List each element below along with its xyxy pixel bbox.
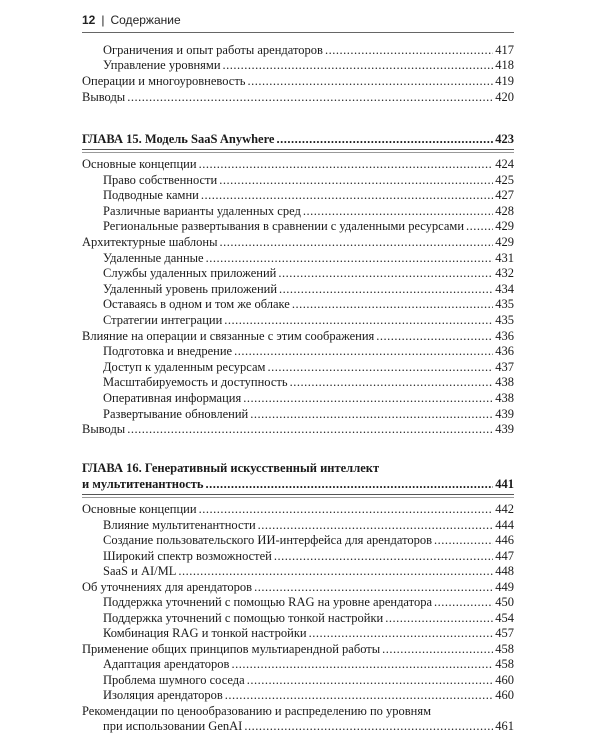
toc-entry-page: 419 xyxy=(495,74,514,88)
toc-entry[interactable] xyxy=(82,610,514,626)
toc-entry[interactable] xyxy=(82,579,514,595)
toc-entry-title: Об уточнениях для арендаторов xyxy=(82,579,253,594)
dot-leader xyxy=(466,218,493,234)
toc-entry-page: 436 xyxy=(495,344,514,359)
toc-entry-title: Удаленные данные xyxy=(103,250,204,265)
toc-entry[interactable] xyxy=(82,687,514,703)
dot-leader xyxy=(290,374,494,390)
dot-leader xyxy=(206,476,494,492)
toc-entry-title: Выводы xyxy=(82,422,126,437)
toc-entry-title: Региональные развертывания в сравнении с удаленными ресурсами xyxy=(103,219,465,234)
chapter-rule xyxy=(82,149,514,150)
toc-entry-title: Оперативная информация xyxy=(103,391,242,405)
dot-leader xyxy=(243,390,493,406)
dot-leader xyxy=(219,172,493,188)
toc-entry-title: Стратегии интеграции xyxy=(103,313,223,327)
toc-entry-title: Ограничения и опыт работы арендаторов xyxy=(103,43,323,57)
dot-leader xyxy=(201,187,493,203)
toc-entry[interactable] xyxy=(82,343,514,359)
toc-entry-title: Удаленный уровень приложений xyxy=(103,281,278,296)
toc-entry[interactable] xyxy=(82,501,514,517)
toc-entry-page: 420 xyxy=(495,90,514,104)
toc-entry[interactable] xyxy=(82,563,514,579)
toc-entry-page: 431 xyxy=(495,250,514,265)
toc-entry-page: 434 xyxy=(495,281,514,296)
dot-leader xyxy=(292,296,493,312)
toc-entry-page: 461 xyxy=(495,718,514,733)
dot-leader xyxy=(199,501,494,517)
toc-entry-title: Основные концепции xyxy=(82,157,197,171)
toc-entry-page: 457 xyxy=(495,626,514,640)
toc-entry-title: Поддержка уточнений с помощью тонкой настройки xyxy=(103,610,384,625)
dot-leader xyxy=(278,265,493,281)
dot-leader xyxy=(250,406,493,422)
dot-leader xyxy=(254,579,493,595)
toc-entry-page: 446 xyxy=(495,533,514,547)
toc-entry[interactable] xyxy=(82,374,514,390)
toc-entry-title: Проблема шумного соседа xyxy=(103,672,245,687)
toc-entry-page: 444 xyxy=(495,517,514,532)
toc-entry[interactable] xyxy=(82,296,514,312)
toc-entry-page: 447 xyxy=(495,548,514,563)
toc-entry[interactable] xyxy=(82,390,514,406)
toc-entry-title-line2: при использовании GenAI xyxy=(103,718,243,733)
dot-leader xyxy=(276,131,493,147)
toc-entry[interactable] xyxy=(82,172,514,188)
toc-entry[interactable] xyxy=(82,156,514,172)
toc-entry[interactable] xyxy=(82,517,514,533)
toc-entry[interactable] xyxy=(82,312,514,328)
toc-entry-page: 436 xyxy=(495,328,514,343)
toc-entry-page: 429 xyxy=(495,219,514,234)
toc-entry-page: 439 xyxy=(495,406,514,421)
dot-leader xyxy=(382,641,493,657)
toc-entry-page: 454 xyxy=(495,610,514,625)
running-header xyxy=(82,13,514,33)
chapter-15-heading[interactable] xyxy=(82,131,514,147)
toc-entry-title: Комбинация RAG и тонкой настройки xyxy=(103,626,307,640)
toc-entry[interactable] xyxy=(82,672,514,688)
toc-entry-title: Влияние на операции и связанные с этим соображения xyxy=(82,328,375,343)
toc-entry-title: Масштабируемость и доступность xyxy=(103,375,288,390)
toc-entry-title: SaaS и AI/ML xyxy=(103,564,177,578)
toc-entry-title: Влияние мультитенантности xyxy=(103,517,256,532)
toc-entry[interactable] xyxy=(82,203,514,219)
toc-entry-title: Операции и многоуровневость xyxy=(82,74,246,88)
toc-entry-page: 429 xyxy=(495,235,514,249)
toc-entry-page: 425 xyxy=(495,172,514,187)
dot-leader xyxy=(247,672,494,688)
header-title: Содержание xyxy=(110,13,181,27)
toc-entry-title: Управление уровнями xyxy=(103,58,221,72)
toc-entry[interactable] xyxy=(82,234,514,250)
toc-entry-page: 439 xyxy=(495,422,514,437)
dot-leader xyxy=(303,203,493,219)
dot-leader xyxy=(279,281,493,297)
toc-entry[interactable] xyxy=(82,406,514,422)
toc-entry[interactable] xyxy=(82,73,514,89)
toc-entry-title: Архитектурные шаблоны xyxy=(82,235,218,249)
toc-entry-page: 449 xyxy=(495,579,514,594)
toc-entry-title: Право собственности xyxy=(103,172,218,187)
chapter-title-line2: и мультитенантность xyxy=(82,477,204,491)
dot-leader xyxy=(258,517,494,533)
dot-leader xyxy=(267,359,493,375)
dot-leader xyxy=(248,73,494,89)
chapter-title-line1[interactable]: ГЛАВА 16. Генеративный искусственный интеллект xyxy=(82,461,380,475)
toc-entry[interactable] xyxy=(82,421,514,437)
toc-entry-title: Создание пользовательского ИИ-интерфейса для арендаторов xyxy=(103,533,433,547)
toc-entry[interactable] xyxy=(82,281,514,297)
toc-entry-title: Различные варианты удаленных сред xyxy=(103,203,301,218)
toc-entry[interactable] xyxy=(82,218,514,234)
dot-leader xyxy=(223,57,494,73)
toc-entry-page: 435 xyxy=(495,297,514,312)
dot-leader xyxy=(206,250,494,266)
toc-entry[interactable] xyxy=(82,718,514,734)
toc-entry-title: Изоляция арендаторов xyxy=(103,688,223,702)
toc-entry-title: Доступ к удаленным ресурсам xyxy=(103,359,266,374)
toc-entry-title: Выводы xyxy=(82,90,126,104)
dot-leader xyxy=(274,548,493,564)
toc-entry-title: Широкий спектр возможностей xyxy=(103,548,272,563)
chapter-rule xyxy=(82,497,514,498)
chapter-page: 423 xyxy=(495,132,514,146)
toc-entry-page: 460 xyxy=(495,688,514,702)
dot-leader xyxy=(325,42,493,58)
toc-entry[interactable] xyxy=(82,548,514,564)
toc-entry-page: 448 xyxy=(495,564,514,578)
dot-leader xyxy=(231,656,493,672)
toc-entry[interactable] xyxy=(82,656,514,672)
toc-entry-page: 438 xyxy=(495,391,514,405)
dot-leader xyxy=(385,610,493,626)
toc-entry-page: 437 xyxy=(495,359,514,374)
toc-entry-title: Оставаясь в одном и том же облаке xyxy=(103,297,290,312)
toc-entry[interactable] xyxy=(82,532,514,548)
dot-leader xyxy=(178,563,493,579)
toc-entry-title: Применение общих принципов мультиарендной работы xyxy=(82,641,381,656)
dot-leader xyxy=(376,328,493,344)
chapter-16-heading[interactable] xyxy=(82,476,514,492)
chapter-rule xyxy=(82,494,514,495)
header-separator: | xyxy=(101,13,105,27)
toc-entry-title: Подготовка и внедрение xyxy=(103,344,233,359)
chapter-title: ГЛАВА 15. Модель SaaS Anywhere xyxy=(82,132,275,146)
toc-entry-page: 450 xyxy=(495,595,514,609)
dot-leader xyxy=(127,89,493,105)
chapter-page: 441 xyxy=(495,477,514,491)
dot-leader xyxy=(244,718,493,734)
toc-entry-title-line1[interactable]: Рекомендации по ценообразованию и распределению по уровням xyxy=(82,703,432,718)
toc-entry-title: Развертывание обновлений xyxy=(103,406,249,421)
toc-entry-title: Подводные камни xyxy=(103,188,199,203)
toc-entry-page: 424 xyxy=(495,157,514,171)
toc-entry[interactable] xyxy=(82,89,514,105)
dot-leader xyxy=(434,594,493,610)
dot-leader xyxy=(127,421,493,437)
toc-entry[interactable] xyxy=(82,57,514,73)
toc-entry[interactable] xyxy=(82,359,514,375)
toc-entry[interactable] xyxy=(82,594,514,610)
dot-leader xyxy=(434,532,493,548)
toc-entry-title: Основные концепции xyxy=(82,502,197,516)
toc-entry-page: 417 xyxy=(495,43,514,57)
toc-entry-page: 427 xyxy=(495,188,514,203)
dot-leader xyxy=(224,312,493,328)
dot-leader xyxy=(220,234,494,250)
toc-entry-page: 438 xyxy=(495,375,514,390)
toc-entry[interactable] xyxy=(82,265,514,281)
header-rule xyxy=(82,32,514,33)
toc-entry[interactable] xyxy=(82,250,514,266)
toc-entry-page: 418 xyxy=(495,58,514,72)
toc-entry-page: 442 xyxy=(495,502,514,516)
dot-leader xyxy=(234,343,493,359)
toc-entry-title: Поддержка уточнений с помощью RAG на уровне арендатора xyxy=(103,595,433,609)
toc-entry-page: 460 xyxy=(495,672,514,687)
toc-entry[interactable] xyxy=(82,42,514,58)
toc-entry-title: Службы удаленных приложений xyxy=(103,266,277,281)
toc-entry-title: Адаптация арендаторов xyxy=(103,657,230,671)
toc-entry-page: 432 xyxy=(495,266,514,281)
toc-entry-page: 428 xyxy=(495,203,514,218)
toc-entry[interactable] xyxy=(82,641,514,657)
toc-entry[interactable] xyxy=(82,625,514,641)
toc-entry-page: 458 xyxy=(495,641,514,656)
toc-entry-page: 458 xyxy=(495,657,514,671)
chapter-rule xyxy=(82,152,514,153)
toc-entry[interactable] xyxy=(82,187,514,203)
page-number: 12 xyxy=(82,13,96,27)
dot-leader xyxy=(199,156,494,172)
toc-entry[interactable] xyxy=(82,328,514,344)
dot-leader xyxy=(225,687,493,703)
dot-leader xyxy=(309,625,494,641)
toc-entry-page: 435 xyxy=(495,313,514,327)
